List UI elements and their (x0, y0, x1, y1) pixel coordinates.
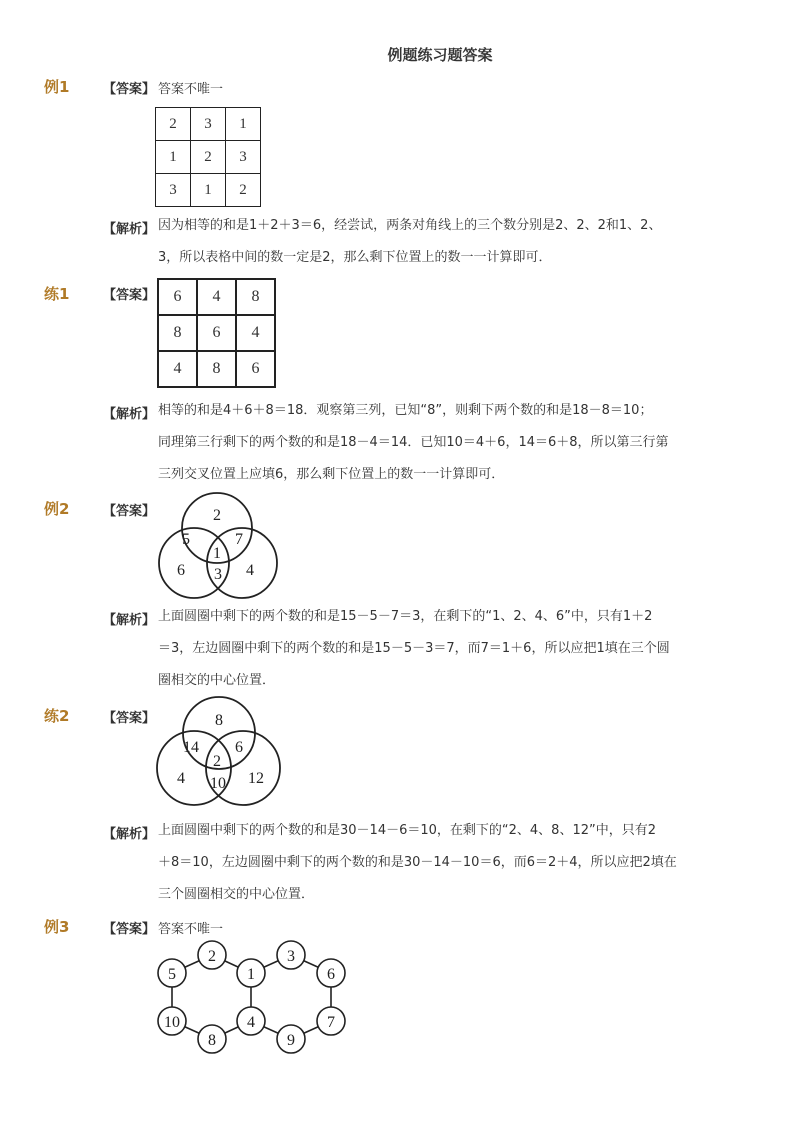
node-label: 9 (287, 1032, 295, 1049)
node-label: 3 (287, 948, 295, 965)
tag-pr1: 练1 (44, 285, 70, 303)
venn-left-top: 5 (182, 531, 190, 548)
analysis-line: 三列交叉位置上应填6，那么剩下位置上的数一一计算即可． (158, 467, 505, 482)
analysis-line: 三个圆圈相交的中心位置． (158, 887, 315, 902)
venn-pr2 (150, 694, 290, 812)
tag-ex2: 例2 (44, 500, 70, 518)
cell: 8 (197, 351, 236, 387)
answer-note-ex1: 答案不唯一 (158, 82, 224, 97)
node-label: 10 (164, 1014, 180, 1031)
venn-top: 8 (215, 712, 223, 729)
cell: 4 (197, 279, 236, 315)
page-title: 例题练习题答案 (387, 46, 493, 64)
cell: 3 (191, 108, 226, 141)
venn-right-top: 6 (235, 739, 243, 756)
hexagon-diagram-ex3 (150, 935, 355, 1060)
node-label: 2 (208, 948, 216, 965)
analysis-pr2 (158, 815, 718, 911)
analysis-label-ex2: 【解析】 (103, 613, 156, 628)
grid-pr1 (157, 278, 276, 388)
venn-left: 6 (177, 562, 185, 579)
cell: 3 (156, 174, 191, 207)
answer-note-ex3: 答案不唯一 (158, 922, 224, 937)
venn-ex2 (150, 490, 290, 605)
cell: 6 (158, 279, 197, 315)
analysis-label-ex1: 【解析】 (103, 222, 156, 237)
answer-label-pr1: 【答案】 (103, 288, 156, 303)
tag-ex3: 例3 (44, 918, 70, 936)
venn-left: 4 (177, 770, 185, 787)
grid-ex1 (155, 107, 261, 207)
analysis-label-pr1: 【解析】 (103, 407, 156, 422)
analysis-ex1 (158, 210, 718, 274)
analysis-line: ＋8＝10，左边圆圈中剩下的两个数的和是30－14－10＝6，而6＝2＋4，所以应把2填在 (158, 855, 677, 870)
analysis-line: 3，所以表格中间的数一定是2，那么剩下位置上的数一一计算即可． (158, 250, 552, 265)
analysis-line: ＝3，左边圆圈中剩下的两个数的和是15－5－3＝7，而7＝1＋6，所以应把1填在三个圆 (158, 641, 670, 656)
analysis-line: 因为相等的和是1＋2＋3＝6，经尝试，两条对角线上的三个数分别是2、2、2和1、2、 (158, 218, 662, 233)
cell: 2 (191, 141, 226, 174)
analysis-ex2 (158, 601, 718, 697)
cell: 6 (197, 315, 236, 351)
cell: 4 (236, 315, 275, 351)
venn-bottom: 3 (214, 566, 222, 583)
cell: 1 (226, 108, 261, 141)
answer-label-pr2: 【答案】 (103, 711, 156, 726)
node-label: 7 (327, 1014, 335, 1031)
analysis-line: 相等的和是4＋6＋8＝18．观察第三列，已知“8”，则剩下两个数的和是18－8＝10； (158, 403, 653, 418)
tag-ex1: 例1 (44, 78, 70, 96)
answer-label-ex3: 【答案】 (103, 922, 156, 937)
cell: 1 (191, 174, 226, 207)
analysis-line: 圈相交的中心位置． (158, 673, 276, 688)
cell: 3 (226, 141, 261, 174)
node-label: 4 (247, 1014, 255, 1031)
venn-bottom: 10 (210, 775, 226, 792)
answer-label-ex2: 【答案】 (103, 504, 156, 519)
analysis-label-pr2: 【解析】 (103, 827, 156, 842)
venn-top: 2 (213, 507, 221, 524)
venn-right-top: 7 (235, 531, 243, 548)
node-label: 1 (247, 966, 255, 983)
node-label: 5 (168, 966, 176, 983)
analysis-pr1 (158, 395, 718, 491)
cell: 2 (156, 108, 191, 141)
node-label: 8 (208, 1032, 216, 1049)
venn-right: 4 (246, 562, 254, 579)
cell: 6 (236, 351, 275, 387)
cell: 1 (156, 141, 191, 174)
cell: 8 (236, 279, 275, 315)
cell: 8 (158, 315, 197, 351)
analysis-line: 上面圆圈中剩下的两个数的和是15－5－7＝3，在剩下的“1、2、4、6”中，只有1＋2 (158, 609, 653, 624)
answer-label-ex1: 【答案】 (103, 82, 156, 97)
analysis-line: 同理第三行剩下的两个数的和是18－4＝14．已知10＝4＋6，14＝6＋8，所以第三行第 (158, 435, 669, 450)
node-label: 6 (327, 966, 335, 983)
venn-center: 2 (213, 753, 221, 770)
cell: 2 (226, 174, 261, 207)
cell: 4 (158, 351, 197, 387)
venn-center: 1 (213, 545, 221, 562)
analysis-line: 上面圆圈中剩下的两个数的和是30－14－6＝10，在剩下的“2、4、8、12”中，只有2 (158, 823, 656, 838)
venn-left-top: 14 (183, 739, 199, 756)
venn-right: 12 (248, 770, 264, 787)
tag-pr2: 练2 (44, 707, 70, 725)
